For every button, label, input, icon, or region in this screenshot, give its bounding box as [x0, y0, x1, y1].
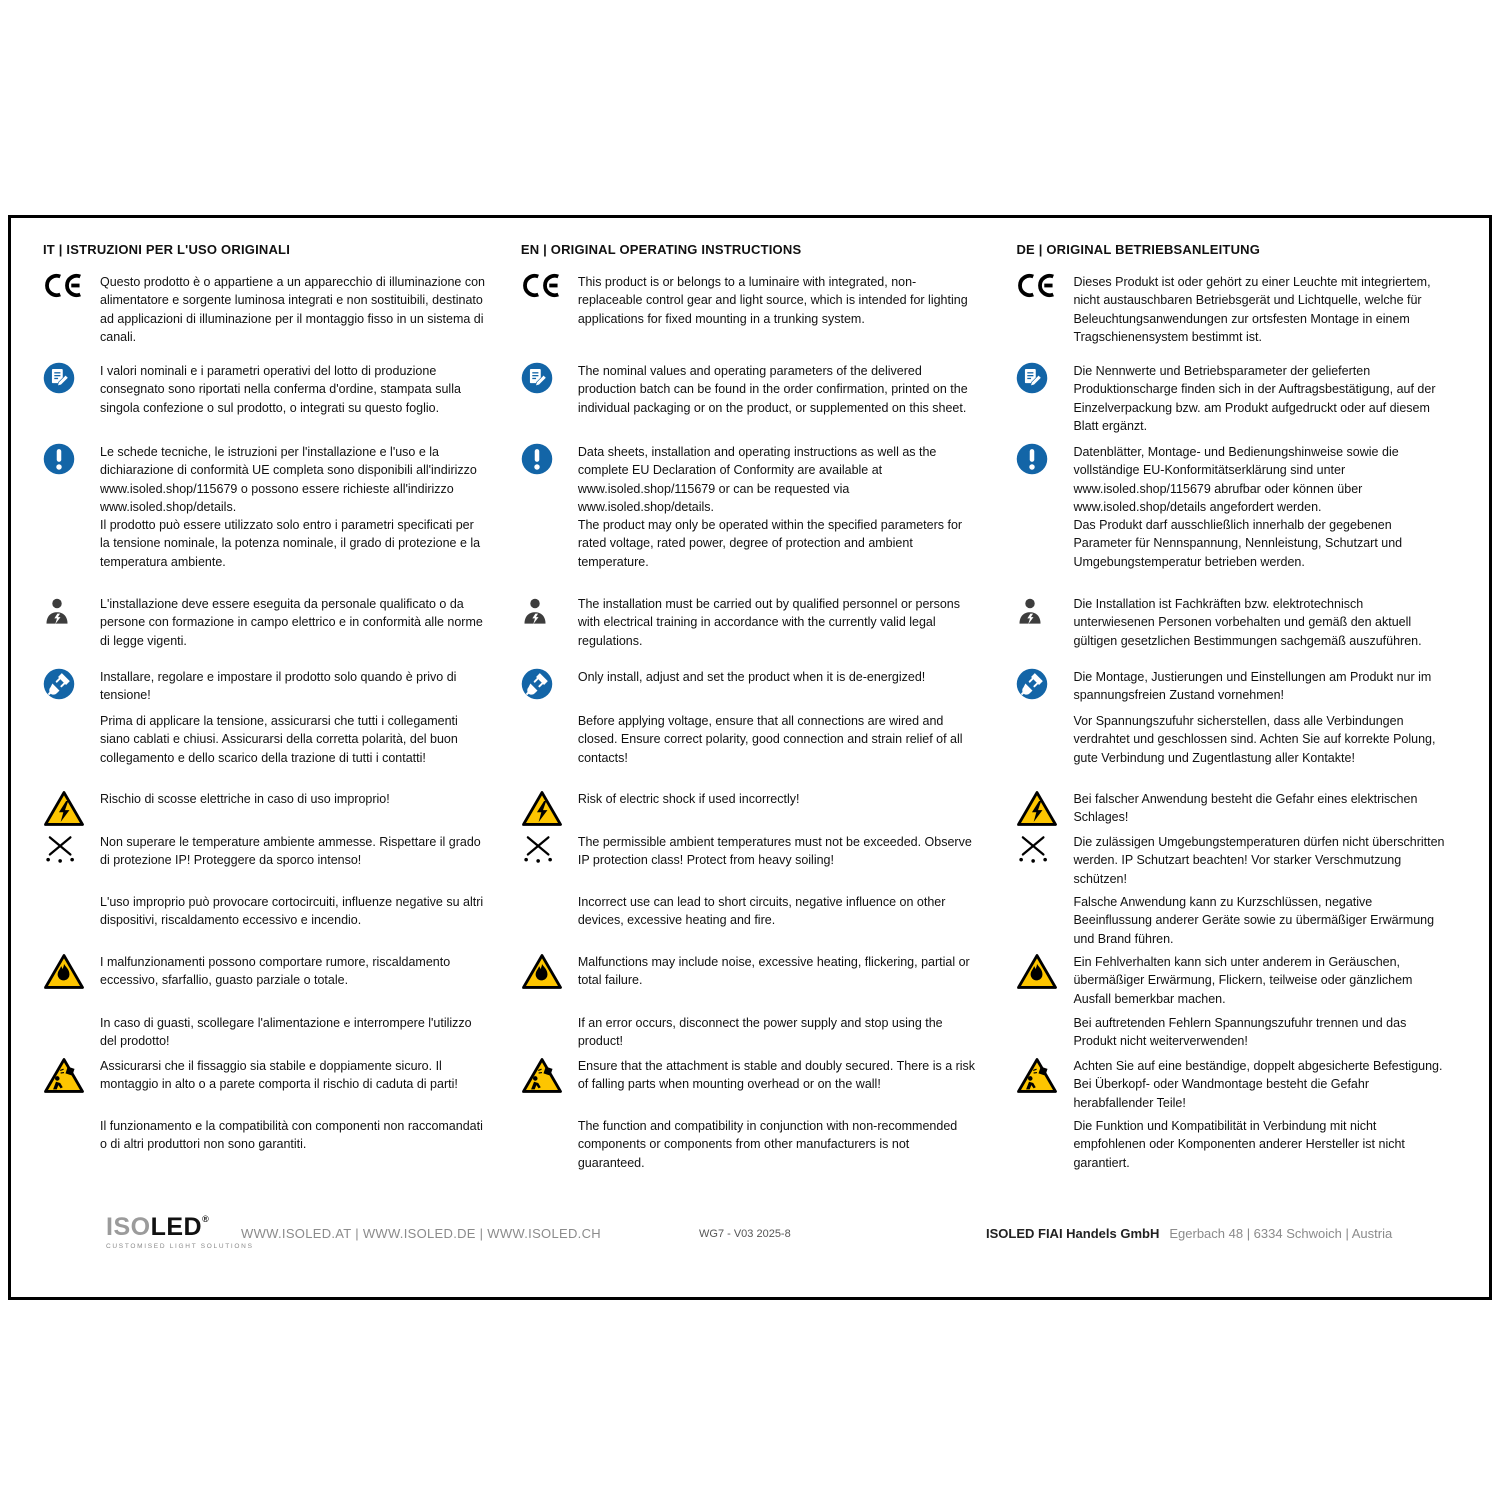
instruction-row [521, 1014, 983, 1057]
instruction-row [43, 893, 487, 953]
instruction-row [43, 443, 487, 516]
logo-led-text: LED [150, 1213, 203, 1241]
de-energize-icon [521, 668, 565, 700]
instruction-text: Bei falscher Anwendung besteht die Gefahr eines elektrischen Schlages! [1073, 792, 1418, 825]
exclamation-icon [43, 443, 87, 475]
exclamation-icon [521, 443, 565, 475]
instruction-row [521, 1117, 983, 1172]
instruction-row [521, 1057, 983, 1117]
instruction-text: Die Nennwerte und Betriebsparameter der gelieferten Produktionscharge finden sich in der Auftragsbestätigung, auf der Einzelverpackung bzw. am Produkt aufgedruckt oder auf diesem Blatt ergänzt. [1073, 364, 1436, 433]
instruction-text: Die Funktion und Kompatibilität in Verbindung mit nicht empfohlenen oder Komponenten anderer Hersteller ist nicht garantiert. [1073, 1119, 1405, 1170]
instruction-text: Il funzionamento e la compatibilità con componenti non raccomandati o di altri produttori non sono garantiti. [100, 1119, 483, 1152]
falling-parts-warning-icon [521, 1057, 565, 1094]
instruction-text: Falsche Anwendung kann zu Kurzschlüssen, negative Beeinflussung anderer Geräte sowie zu übermäßiger Erwärmung und Brand führen. [1073, 895, 1435, 946]
instruction-row [43, 273, 487, 362]
instruction-text: I valori nominali e i parametri operativi del lotto di produzione consegnato sono riportati nella conferma d'ordine, stampata sulla singola confezione o sul prodotto, o integrati su questo foglio. [100, 364, 461, 415]
temperature-limit-icon [521, 833, 565, 864]
falling-parts-warning-icon [1016, 1057, 1060, 1094]
electrician-icon [521, 595, 565, 626]
instruction-row [521, 362, 983, 443]
instruction-row [43, 1014, 487, 1057]
instruction-row [1016, 790, 1447, 833]
instruction-sheet [8, 215, 1492, 1300]
instruction-row [43, 1117, 487, 1172]
instruction-row [43, 953, 487, 1014]
instruction-text: Die Installation ist Fachkräften bzw. elektrotechnisch unterwiesenen Personen vorbehalten und gemäß den aktuell gültigen gesetzlichen Bestimmungen sachgemäß auszuführen. [1073, 597, 1422, 648]
temperature-limit-icon [1016, 833, 1060, 864]
instruction-text: Vor Spannungszufuhr sicherstellen, dass alle Verbindungen verdrahtet und geschlossen sind. Achten Sie auf korrekte Polung, gute Verbindung und Zugentlastung aller Kontakte! [1073, 714, 1436, 765]
instruction-text: L'uso improprio può provocare cortocircuiti, influenze negative su altri dispositivi, riscaldamento eccessivo e incendio. [100, 895, 484, 928]
instruction-text: Achten Sie auf eine beständige, doppelt abgesicherte Befestigung. Bei Überkopf- oder Wandmontage besteht die Gefahr herabfallender Teile! [1073, 1059, 1443, 1110]
order-confirmation-icon [1016, 362, 1060, 394]
falling-parts-warning-icon [43, 1057, 87, 1094]
footer [11, 1213, 1489, 1263]
instruction-row [521, 893, 983, 953]
instruction-text: Prima di applicare la tensione, assicurarsi che tutti i collegamenti siano cablati e chiusi. Assicurarsi della corretta polarità, del buon collegamento e dello scarico della trazione di tutti i contatti! [100, 714, 458, 765]
instruction-text: Il prodotto può essere utilizzato solo entro i parametri specificati per la tensione nominale, la potenza nominale, il grado di protezione e la temperatura ambiente. [100, 518, 481, 569]
instruction-text: Ensure that the attachment is stable and doubly secured. There is a risk of falling parts when mounting overhead or on the wall! [577, 1059, 976, 1092]
instruction-row [43, 362, 487, 443]
order-confirmation-icon [521, 362, 565, 394]
instruction-row [1016, 668, 1447, 712]
instruction-text: Le schede tecniche, le istruzioni per l'installazione e l'uso e la dichiarazione di conformità UE completa sono disponibili all'indirizzo www.isoled.shop/115679 o possono essere richieste all'indirizzo www.isoled.shop/details. [100, 445, 477, 514]
instruction-text: Bei auftretenden Fehlern Spannungszufuhr trennen und das Produkt nicht weiterverwenden! [1073, 1016, 1407, 1049]
logo-wordmark [106, 1215, 254, 1240]
instruction-row [521, 790, 983, 833]
instruction-text: Installare, regolare e impostare il prodotto solo quando è privo di tensione! [100, 670, 457, 703]
instruction-text: Assicurarsi che il fissaggio sia stabile e doppiamente sicuro. Il montaggio in alto o a parete comporta il rischio di caduta di parti! [100, 1059, 458, 1092]
instruction-text: The permissible ambient temperatures must not be exceeded. Observe IP protection class! Protect from heavy soiling! [577, 835, 972, 868]
company-info [986, 1226, 1392, 1241]
de-energize-icon [43, 668, 87, 700]
instruction-row [1016, 516, 1447, 595]
instruction-text: Questo prodotto è o appartiene a un apparecchio di illuminazione con alimentatore e sorgente luminosa integrati e non sostituibili, destinato ad applicazioni di illuminazione per il montaggio fisso in un sistema di canali. [100, 275, 485, 344]
isoled-logo [106, 1215, 254, 1250]
instruction-row [521, 668, 983, 712]
instruction-row [1016, 712, 1447, 790]
company-address: Egerbach 48 | 6334 Schwoich | Austria [1169, 1226, 1393, 1241]
ce-mark-icon [521, 273, 565, 298]
instruction-text: Data sheets, installation and operating instructions as well as the complete EU Declaration of Conformity are available at www.isoled.shop/115679 or can be requested via www.isoled.shop/details. [577, 445, 937, 514]
instruction-row [521, 595, 983, 668]
instruction-text: In caso di guasti, scollegare l'alimentazione e interrompere l'utilizzo del prodotto! [100, 1016, 472, 1049]
instruction-row [1016, 833, 1447, 893]
instruction-text: The installation must be carried out by qualified personnel or persons with electrical training in accordance with the currently valid legal regulations. [577, 597, 961, 648]
fire-warning-icon [1016, 953, 1060, 990]
instruction-text: Non superare le temperature ambiente ammesse. Rispettare il grado di protezione IP! Proteggere da sporco intenso! [100, 835, 481, 868]
instruction-row [43, 790, 487, 833]
instruction-text: Malfunctions may include noise, excessive heating, flickering, partial or total failure. [577, 955, 970, 988]
instruction-row [521, 833, 983, 893]
instruction-row [1016, 1014, 1447, 1057]
instruction-text: The product may only be operated within the specified parameters for rated voltage, rated power, degree of protection and ambient temperature. [577, 518, 963, 569]
instruction-text: Ein Fehlverhalten kann sich unter anderem in Geräuschen, übermäßiger Erwärmung, Flickern, teilweise oder gänzlichem Ausfall bemerkbar machen. [1073, 955, 1413, 1006]
electric-shock-warning-icon [521, 790, 565, 827]
instruction-text: Risk of electric shock if used incorrectly! [577, 792, 800, 806]
electrician-icon [1016, 595, 1060, 626]
instruction-row [521, 953, 983, 1014]
column-header-en: EN | ORIGINAL OPERATING INSTRUCTIONS [520, 242, 802, 257]
instruction-row [1016, 1057, 1447, 1117]
instruction-text: Die Montage, Justierungen und Einstellungen am Produkt nur im spannungsfreien Zustand vornehmen! [1073, 670, 1432, 703]
instruction-text: L'installazione deve essere eseguita da personale qualificato o da persone con formazione in campo elettrico e in conformità alle norme di legge vigenti. [100, 597, 483, 648]
instruction-text: Datenblätter, Montage- und Bedienungshinweise sowie die vollständige EU-Konformitätserklärung sind unter www.isoled.shop/115679 abrufbar oder können über www.isoled.shop/details angefordert werden. [1073, 445, 1399, 514]
instruction-text: Incorrect use can lead to short circuits, negative influence on other devices, excessive heating and fire. [577, 895, 946, 928]
ce-mark-icon [43, 273, 87, 298]
instruction-row [1016, 1117, 1447, 1172]
instruction-row [1016, 443, 1447, 516]
instruction-row [521, 516, 983, 595]
order-confirmation-icon [43, 362, 87, 394]
instruction-row [1016, 595, 1447, 668]
fire-warning-icon [43, 953, 87, 990]
de-energize-icon [1016, 668, 1060, 700]
exclamation-icon [1016, 443, 1060, 475]
document-version-code: WG7 - V03 2025-8 [699, 1228, 791, 1240]
instruction-row [43, 668, 487, 712]
instruction-row [1016, 362, 1447, 443]
instruction-text: The nominal values and operating parameters of the delivered production batch can be found in the order confirmation, printed on the individual packaging or on the product, or supplemented on this sheet. [577, 364, 968, 415]
instruction-text: Only install, adjust and set the product when it is de-energized! [577, 670, 926, 684]
instruction-text: Das Produkt darf ausschließlich innerhalb der gegebenen Parameter für Nennspannung, Nennleistung, Schutzart und Umgebungstemperatur betrieben werden. [1073, 518, 1403, 569]
website-links[interactable]: WWW.ISOLED.AT | WWW.ISOLED.DE | WWW.ISOLED.CH [241, 1226, 601, 1241]
column-header-de: DE | ORIGINAL BETRIEBSANLEITUNG [1016, 242, 1261, 257]
temperature-limit-icon [43, 833, 87, 864]
instruction-row [521, 443, 983, 516]
logo-iso-text: ISO [106, 1213, 151, 1241]
instruction-row [1016, 893, 1447, 953]
instruction-row [521, 273, 983, 362]
instruction-row [43, 833, 487, 893]
electric-shock-warning-icon [1016, 790, 1060, 827]
instruction-text: This product is or belongs to a luminaire with integrated, non-replaceable control gear and light source, which is intended for lighting applications for fixed mounting in a trunking system. [577, 275, 968, 326]
ce-mark-icon [1016, 273, 1060, 298]
instruction-row [1016, 953, 1447, 1014]
instruction-text: Dieses Produkt ist oder gehört zu einer Leuchte mit integriertem, nicht austauschbaren Betriebsgerät und Lichtquelle, welche für Beleuchtungsanwendungen zur ortsfesten Montage in einem Tragschienensystem bestimmt ist. [1073, 275, 1431, 344]
instruction-text: The function and compatibility in conjunction with non-recommended components or components from other manufacturers is not guaranteed. [577, 1119, 958, 1170]
instruction-text: Rischio di scosse elettriche in caso di uso improprio! [100, 792, 390, 806]
logo-tagline: CUSTOMISED LIGHT SOLUTIONS [106, 1243, 254, 1250]
instruction-row [1016, 273, 1447, 362]
instruction-row [43, 1057, 487, 1117]
company-name: ISOLED FIAI Handels GmbH [986, 1226, 1160, 1241]
instruction-text: If an error occurs, disconnect the power supply and stop using the product! [577, 1016, 943, 1049]
instruction-text: I malfunzionamenti possono comportare rumore, riscaldamento eccessivo, sfarfallio, guasto parziale o totale. [100, 955, 451, 988]
instruction-row [521, 712, 983, 790]
column-header-it: IT | ISTRUZIONI PER L'USO ORIGINALI [43, 242, 291, 257]
instruction-row [43, 595, 487, 668]
instruction-row [43, 712, 487, 790]
electric-shock-warning-icon [43, 790, 87, 827]
fire-warning-icon [521, 953, 565, 990]
instruction-columns [11, 218, 1489, 1172]
registered-trademark-icon: ® [202, 1214, 210, 1224]
instruction-row [43, 516, 487, 595]
instruction-text: Before applying voltage, ensure that all connections are wired and closed. Ensure correct polarity, good connection and strain relief of all contacts! [577, 714, 963, 765]
instruction-text: Die zulässigen Umgebungstemperaturen dürfen nicht überschritten werden. IP Schutzart beachten! Vor starker Verschmutzung schützen! [1073, 835, 1445, 886]
electrician-icon [43, 595, 87, 626]
